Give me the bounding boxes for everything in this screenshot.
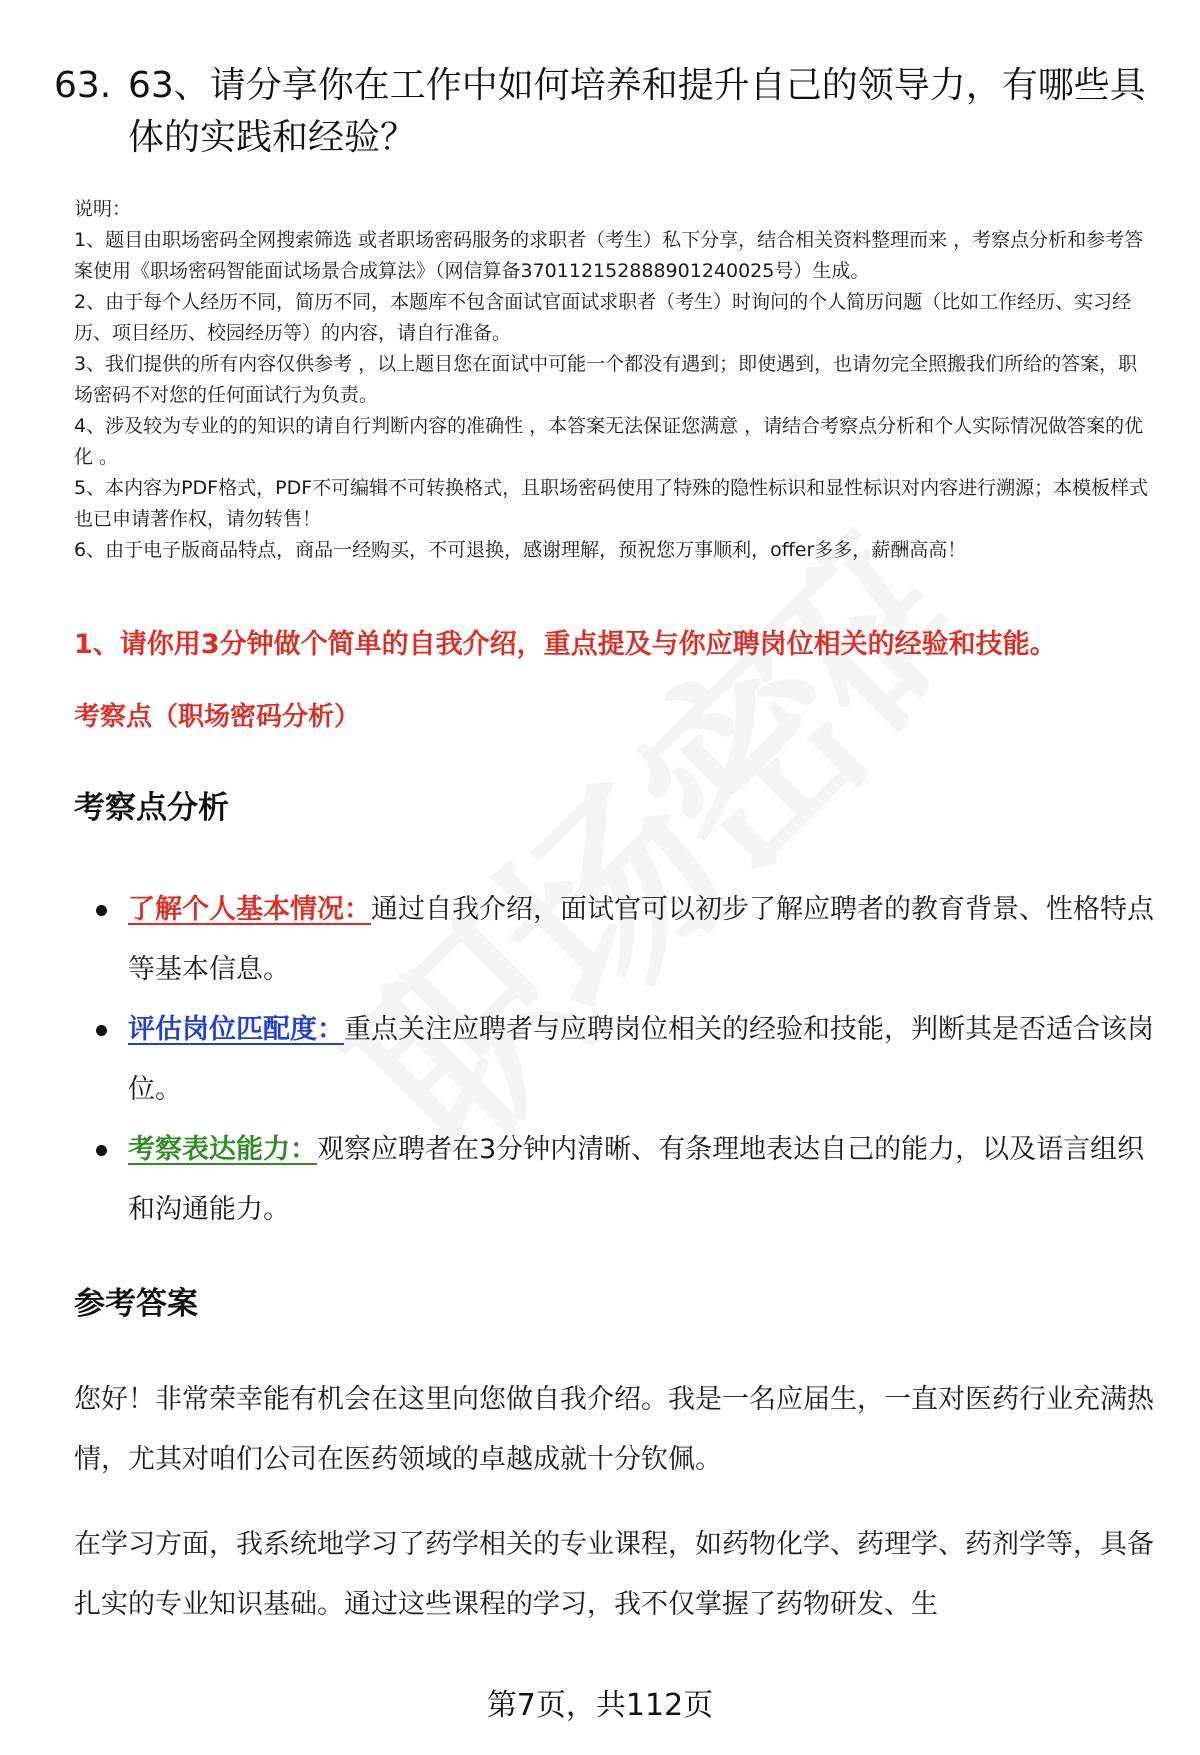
answer-heading: 参考答案 [74, 1286, 198, 1322]
list-item [74, 1000, 1154, 1120]
bullet-icon [96, 905, 107, 916]
sub-question: 1、请你用3分钟做个简单的自我介绍，重点提及与你应聘岗位相关的经验和技能。 [74, 629, 1057, 660]
bullet-text: 重点关注应聘者与应聘岗位相关的经验和技能，判断其是否适合该岗位。 [128, 1014, 1154, 1105]
bullet-label: 评估岗位匹配度： [128, 1014, 344, 1045]
notes-item: 4、涉及较为专业的的知识的请自行判断内容的准确性 ，本答案无法保证您满意 ，请结合考察点分析和个人实际情况做答案的优化 。 [74, 415, 1144, 468]
analysis-list [74, 880, 1154, 1240]
answer-paragraph: 在学习方面，我系统地学习了药学相关的专业课程，如药物化学、药理学、药剂学等，具备扎实的专业知识基础。通过这些课程的学习，我不仅掌握了药物研发、生 [74, 1529, 1154, 1620]
notes-item: 2、由于每个人经历不同，简历不同，本题库不包含面试官面试求职者（考生）时询问的个人简历问题（比如工作经历、实习经历、项目经历、校园经历等）的内容，请自行准备。 [74, 291, 1132, 344]
analysis-heading: 考察点分析 [74, 790, 229, 826]
question-number: 63. [54, 65, 112, 106]
analysis-tag: 考察点（职场密码分析） [74, 702, 361, 732]
bullet-label: 了解个人基本情况： [128, 894, 371, 925]
notes-block [74, 194, 1154, 566]
bullet-text: 观察应聘者在3分钟内清晰、有条理地表达自己的能力，以及语言组织和沟通能力。 [128, 1134, 1145, 1225]
question-text: 63、请分享你在工作中如何培养和提升自己的领导力，有哪些具体的实践和经验？ [128, 65, 1146, 158]
page-number: 第7页，共112页 [486, 1688, 714, 1723]
bullet-icon [96, 1025, 107, 1036]
notes-heading: 说明： [74, 198, 132, 220]
bullet-label: 考察表达能力： [128, 1134, 317, 1165]
notes-item: 1、题目由职场密码全网搜索筛选 或者职场密码服务的求职者（考生）私下分享，结合相关资料整理而来 ，考察点分析和参考答案使用《职场密码智能面试场景合成算法》（网信算备370112152888901240025号）生成。 [74, 229, 1144, 282]
answer-paragraph: 您好！非常荣幸能有机会在这里向您做自我介绍。我是一名应届生，一直对医药行业充满热情，尤其对咱们公司在医药领域的卓越成就十分钦佩。 [74, 1384, 1154, 1475]
question-title [54, 60, 1154, 164]
notes-item: 3、我们提供的所有内容仅供参考 ，以上题目您在面试中可能一个都没有遇到；即使遇到，也请勿完全照搬我们所给的答案，职场密码不对您的任何面试行为负责。 [74, 353, 1138, 406]
bullet-text: 通过自我介绍，面试官可以初步了解应聘者的教育背景、性格特点等基本信息。 [128, 894, 1154, 985]
list-item [74, 1120, 1154, 1240]
notes-item: 5、本内容为PDF格式，PDF不可编辑不可转换格式，且职场密码使用了特殊的隐性标识和显性标识对内容进行溯源；本模板样式也已申请著作权，请勿转售！ [74, 477, 1149, 530]
list-item [74, 880, 1154, 1000]
bullet-icon [96, 1145, 107, 1156]
notes-item: 6、由于电子版商品特点，商品一经购买，不可退换，感谢理解，预祝您万事顺利，offer多多，薪酬高高！ [74, 539, 967, 561]
